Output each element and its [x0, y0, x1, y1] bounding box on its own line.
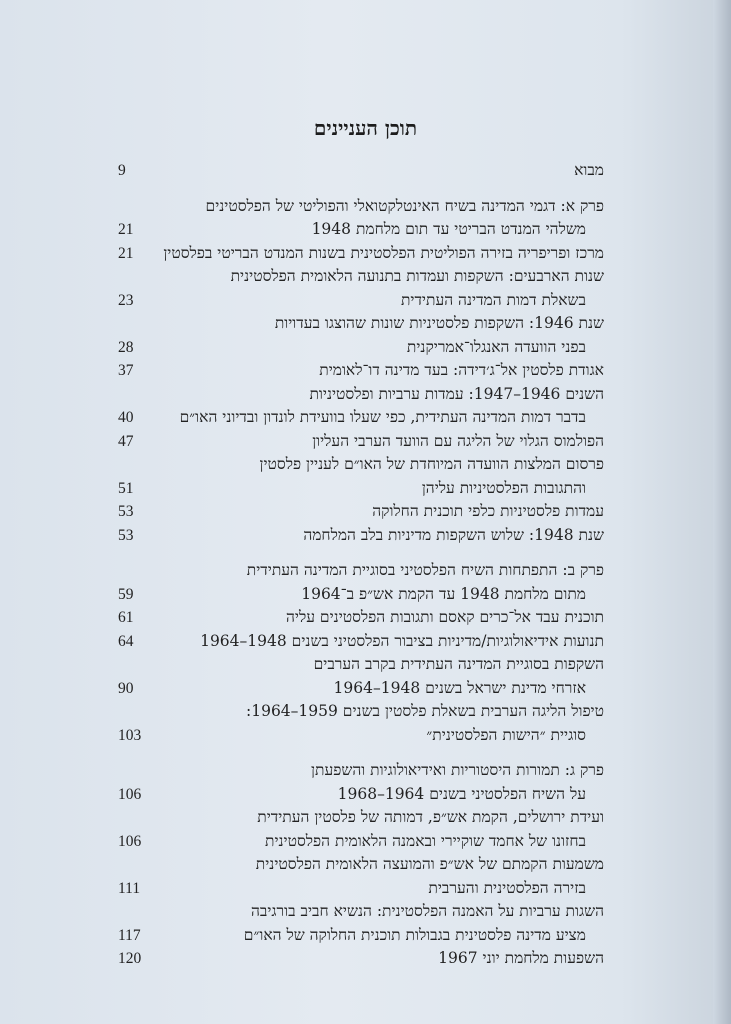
toc-page-number: 106 [118, 832, 142, 850]
toc-entry-text: אזרחי מדינת ישראל בשנים 1948–1964 [333, 678, 586, 697]
toc-entry [118, 218, 604, 242]
toc-entry [118, 853, 604, 877]
toc-entry-text: פרק ג: תמורות היסטוריות ואידיאולוגיות והשפעתן [311, 761, 604, 779]
toc-entry-text: שנת 1948: שלוש השקפות מדיניות בלב המלחמה [303, 525, 604, 544]
toc-entry [118, 724, 604, 748]
toc-entry [118, 430, 604, 454]
toc-entry [118, 406, 604, 430]
toc-page-number: 40 [118, 409, 134, 426]
toc-entry [118, 947, 604, 971]
toc-entry-text: השפעות מלחמת יוני 1967 [438, 949, 604, 967]
toc-entry [118, 653, 604, 677]
toc-entry [118, 524, 604, 548]
toc-entry [118, 700, 604, 724]
page-title: תוכן העניינים [313, 116, 418, 140]
toc-entry-text: אגודת פלסטין אל־ג׳דידה: בעד מדינה דו־לאומית [319, 361, 604, 379]
toc-page-number: 61 [118, 609, 134, 626]
toc-entry-text: בחזונו של אחמד שוקיירי ובאמנה הלאומית הפלסטינית [265, 831, 586, 850]
toc-page-number: 117 [118, 926, 141, 944]
toc-page-number: 28 [118, 338, 134, 356]
toc-entry [118, 289, 604, 313]
toc-entry-text: השנים 1946–1947: עמדות ערביות ופלסטיניות [309, 384, 604, 403]
toc-entry [118, 583, 604, 607]
toc-entry [118, 500, 604, 524]
table-of-contents [118, 159, 604, 971]
toc-chapter-heading [118, 195, 604, 219]
toc-entry-text: מבוא [574, 161, 604, 179]
toc-entry-text: בפני הוועדה האנגלו־אמריקנית [406, 337, 586, 356]
toc-entry [118, 806, 604, 830]
toc-entry-text: פרק ב: התפתחות השיח הפלסטיני בסוגיית המדינה העתידית [246, 561, 604, 579]
toc-entry [118, 359, 604, 383]
toc-entry-text: עמדות פלסטיניות כלפי תוכנית החלוקה [372, 502, 604, 520]
toc-entry-text: בזירה הפלסטינית והערבית [428, 878, 586, 897]
toc-page-number: 9 [118, 162, 126, 179]
toc-entry-text: בדבר דמות המדינה העתידית, כפי שעלו בוועידת לונדון ובדיוני האו״ם [179, 408, 586, 426]
toc-entry-text: טיפול הליגה הערבית בשאלת פלסטין בשנים 1959–1964: [245, 702, 604, 720]
toc-entry-text: תנועות אידיאולוגיות/מדיניות בציבור הפלסטיני בשנים 1948–1964 [200, 631, 604, 650]
book-spine-shadow [713, 0, 731, 1024]
toc-entry [118, 159, 604, 183]
toc-entry [118, 877, 604, 901]
toc-entry [118, 900, 604, 924]
toc-page-number: 47 [118, 432, 134, 450]
toc-page-number: 37 [118, 362, 134, 379]
toc-page-number: 51 [118, 479, 134, 497]
toc-entry-text: שנות הארבעים: השקפות ועמדות בתנועה הלאומית הפלסטינית [230, 267, 604, 285]
toc-entry-text: שנת 1946: השקפות פלסטיניות שונות שהוצגו בעדויות [274, 314, 604, 332]
toc-entry [118, 830, 604, 854]
toc-entry [118, 312, 604, 336]
toc-entry-text: פרק א: דגמי המדינה בשיח האינטלקטואלי והפוליטי של הפלסטינים [205, 196, 604, 215]
toc-entry-text: סוגיית ״הישות הפלסטינית״ [426, 725, 586, 744]
toc-entry [118, 336, 604, 360]
toc-page-number: 21 [118, 221, 134, 238]
toc-entry-text: פרסום המלצות הוועדה המיוחדת של האו״ם לעניין פלסטין [259, 455, 604, 473]
toc-entry-text: הפולמוס הגלוי של הליגה עם הוועד הערבי העליון [312, 431, 604, 450]
toc-page-number: 90 [118, 679, 134, 697]
toc-entry [118, 383, 604, 407]
toc-entry-text: והתגובות הפלסטיניות עליהן [421, 478, 586, 497]
toc-page-number: 21 [118, 244, 134, 262]
toc-entry-text: ועידת ירושלים, הקמת אש״פ, דמותה של פלסטין העתידית [257, 808, 604, 826]
toc-entry-text: תוכנית עבד אל־כרים קאסם ותגובות הפלסטינים עליה [285, 608, 604, 626]
toc-page-number: 106 [118, 785, 142, 803]
toc-entry [118, 677, 604, 701]
toc-entry [118, 242, 604, 266]
toc-page-number: 53 [118, 503, 134, 520]
toc-entry [118, 606, 604, 630]
toc-entry [118, 630, 604, 654]
toc-entry-text: השקפות בסוגיית המדינה העתידית בקרב הערבים [313, 655, 604, 673]
toc-chapter-heading [118, 559, 604, 583]
toc-entry-text: מציע מדינה פלסטינית בגבולות תוכנית החלוקה של האו״ם [243, 925, 586, 944]
toc-entry [118, 924, 604, 948]
toc-chapter-heading [118, 759, 604, 783]
toc-entry-text: בשאלת דמות המדינה העתידית [400, 290, 586, 309]
toc-page-number: 103 [118, 726, 142, 744]
toc-page-number: 64 [118, 632, 134, 650]
toc-entry [118, 453, 604, 477]
toc-entry-text: על השיח הפלסטיני בשנים 1964–1968 [337, 784, 586, 803]
toc-entry [118, 477, 604, 501]
toc-entry-text: מרכז ופריפריה בזירה הפוליטית הפלסטינית בשנות המנדט הבריטי בפלסטין [163, 243, 604, 262]
toc-page-number: 120 [118, 950, 142, 967]
toc-entry [118, 265, 604, 289]
toc-entry-text: משלהי המנדט הבריטי עד תום מלחמת 1948 [311, 220, 586, 238]
toc-page-number: 23 [118, 291, 134, 309]
toc-page-number: 111 [118, 879, 141, 897]
toc-entry-text: מתום מלחמת 1948 עד הקמת אש״פ ב־1964 [301, 584, 586, 603]
toc-page-number: 59 [118, 585, 134, 603]
toc-entry [118, 783, 604, 807]
toc-page-number: 53 [118, 526, 134, 544]
toc-entry-text: משמעות הקמתם של אש״פ והמועצה הלאומית הפלסטינית [255, 855, 604, 873]
toc-entry-text: השגות ערביות על האמנה הפלסטינית: הנשיא חביב בורגיבה [250, 902, 604, 920]
